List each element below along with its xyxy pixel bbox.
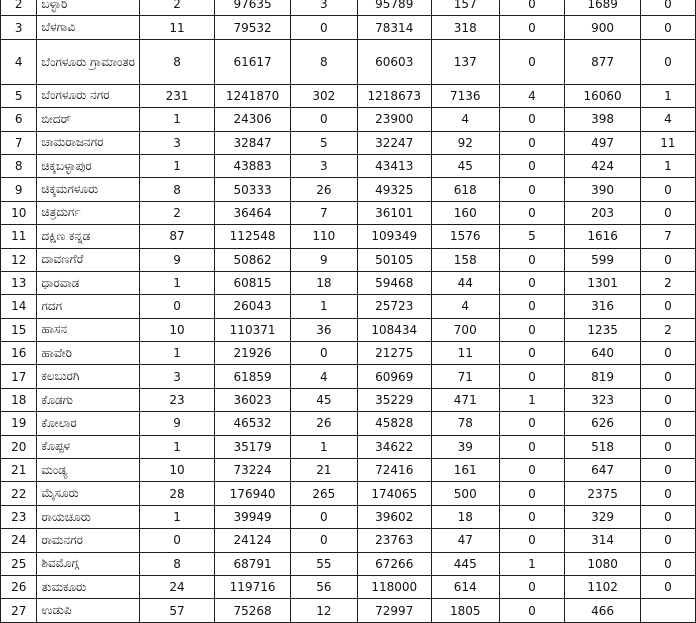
- serial-number-cell: 26: [1, 575, 37, 598]
- value-cell-c6: 4: [499, 84, 565, 107]
- value-cell-c6: 0: [499, 248, 565, 271]
- district-name-cell: ಚಿತ್ರದುರ್ಗ: [37, 201, 140, 224]
- value-cell-c7: 398: [565, 108, 641, 131]
- value-cell-c1: 2: [140, 201, 215, 224]
- value-cell-c6: 0: [499, 154, 565, 177]
- value-cell-c7: 2375: [565, 482, 641, 505]
- value-cell-c2: 60815: [215, 271, 291, 294]
- value-cell-c7: 1102: [565, 575, 641, 598]
- value-cell-c8: 0: [640, 365, 695, 388]
- district-name-cell: ಮೈಸೂರು: [37, 482, 140, 505]
- table-row: [1, 39, 696, 84]
- value-cell-c3: 302: [291, 84, 357, 107]
- value-cell-c3: 12: [291, 599, 357, 622]
- value-cell-c3: 5: [291, 131, 357, 154]
- value-cell-c1: 3: [140, 131, 215, 154]
- value-cell-c1: 2: [140, 0, 215, 16]
- value-cell-c3: 26: [291, 178, 357, 201]
- value-cell-c6: 0: [499, 201, 565, 224]
- serial-number-cell: 19: [1, 412, 37, 435]
- value-cell-c2: 50333: [215, 178, 291, 201]
- value-cell-c2: 1241870: [215, 84, 291, 107]
- serial-number-cell: 16: [1, 342, 37, 365]
- value-cell-c2: 21926: [215, 342, 291, 365]
- value-cell-c2: 112548: [215, 225, 291, 248]
- value-cell-c8: 0: [640, 39, 695, 84]
- value-cell-c2: 75268: [215, 599, 291, 622]
- district-name-cell: ಧಾರವಾಡ: [37, 271, 140, 294]
- table-row: [1, 435, 696, 458]
- value-cell-c2: 24306: [215, 108, 291, 131]
- district-name-cell: ಚಿಕ್ಕಮಗಳೂರು: [37, 178, 140, 201]
- value-cell-c4: 34622: [357, 435, 431, 458]
- value-cell-c1: 1: [140, 154, 215, 177]
- value-cell-c6: 0: [499, 599, 565, 622]
- serial-number-cell: 5: [1, 84, 37, 107]
- value-cell-c8: 0: [640, 0, 695, 16]
- value-cell-c4: 25723: [357, 295, 431, 318]
- value-cell-c1: 0: [140, 295, 215, 318]
- value-cell-c7: 819: [565, 365, 641, 388]
- table-row: [1, 552, 696, 575]
- value-cell-c2: 68791: [215, 552, 291, 575]
- value-cell-c3: 8: [291, 39, 357, 84]
- value-cell-c1: 8: [140, 552, 215, 575]
- table-row: [1, 505, 696, 528]
- district-name-cell: ಬೆಂಗಳೂರು ನಗರ: [37, 84, 140, 107]
- value-cell-c4: 108434: [357, 318, 431, 341]
- value-cell-c5: 78: [431, 412, 499, 435]
- serial-number-cell: 20: [1, 435, 37, 458]
- value-cell-c7: 466: [565, 599, 641, 622]
- serial-number-cell: 15: [1, 318, 37, 341]
- value-cell-c5: 4: [431, 108, 499, 131]
- value-cell-c1: 11: [140, 16, 215, 39]
- value-cell-c5: 318: [431, 16, 499, 39]
- value-cell-c2: 26043: [215, 295, 291, 318]
- value-cell-c6: 0: [499, 505, 565, 528]
- value-cell-c2: 110371: [215, 318, 291, 341]
- value-cell-c3: 0: [291, 342, 357, 365]
- table-row: [1, 84, 696, 107]
- value-cell-c8: 2: [640, 318, 695, 341]
- serial-number-cell: 22: [1, 482, 37, 505]
- value-cell-c6: 0: [499, 39, 565, 84]
- value-cell-c2: 35179: [215, 435, 291, 458]
- value-cell-c4: 23900: [357, 108, 431, 131]
- table-row: [1, 575, 696, 598]
- value-cell-c7: 1080: [565, 552, 641, 575]
- value-cell-c5: 47: [431, 529, 499, 552]
- district-name-cell: ಕೋಲಾರ: [37, 412, 140, 435]
- district-name-cell: ಹಾಸನ: [37, 318, 140, 341]
- value-cell-c3: 1: [291, 295, 357, 318]
- table-row: [1, 459, 696, 482]
- value-cell-c6: 1: [499, 388, 565, 411]
- value-cell-c3: 4: [291, 365, 357, 388]
- value-cell-c1: 10: [140, 459, 215, 482]
- district-name-cell: ಕೊಪ್ಪಳ: [37, 435, 140, 458]
- table-row: [1, 295, 696, 318]
- table-row: [1, 108, 696, 131]
- value-cell-c4: 39602: [357, 505, 431, 528]
- value-cell-c5: 39: [431, 435, 499, 458]
- value-cell-c5: 1805: [431, 599, 499, 622]
- value-cell-c1: 24: [140, 575, 215, 598]
- table-row: [1, 388, 696, 411]
- value-cell-c4: 50105: [357, 248, 431, 271]
- value-cell-c5: 11: [431, 342, 499, 365]
- value-cell-c1: 1: [140, 342, 215, 365]
- table-row: [1, 529, 696, 552]
- table-row: [1, 342, 696, 365]
- value-cell-c5: 92: [431, 131, 499, 154]
- serial-number-cell: 9: [1, 178, 37, 201]
- value-cell-c6: 0: [499, 131, 565, 154]
- value-cell-c2: 32847: [215, 131, 291, 154]
- value-cell-c7: 900: [565, 16, 641, 39]
- value-cell-c5: 618: [431, 178, 499, 201]
- value-cell-c7: 16060: [565, 84, 641, 107]
- district-name-cell: ದಾವಣಗೆರೆ: [37, 248, 140, 271]
- value-cell-c4: 109349: [357, 225, 431, 248]
- serial-number-cell: 10: [1, 201, 37, 224]
- value-cell-c4: 43413: [357, 154, 431, 177]
- value-cell-c3: 55: [291, 552, 357, 575]
- value-cell-c6: 0: [499, 271, 565, 294]
- table-row: [1, 0, 696, 16]
- value-cell-c7: 314: [565, 529, 641, 552]
- value-cell-c4: 72997: [357, 599, 431, 622]
- value-cell-c4: 67266: [357, 552, 431, 575]
- value-cell-c5: 160: [431, 201, 499, 224]
- value-cell-c5: 7136: [431, 84, 499, 107]
- value-cell-c3: 0: [291, 16, 357, 39]
- serial-number-cell: 23: [1, 505, 37, 528]
- serial-number-cell: 25: [1, 552, 37, 575]
- serial-number-cell: 17: [1, 365, 37, 388]
- value-cell-c1: 9: [140, 248, 215, 271]
- value-cell-c6: 0: [499, 295, 565, 318]
- value-cell-c4: 49325: [357, 178, 431, 201]
- value-cell-c2: 39949: [215, 505, 291, 528]
- value-cell-c5: 614: [431, 575, 499, 598]
- value-cell-c5: 18: [431, 505, 499, 528]
- value-cell-c1: 1: [140, 435, 215, 458]
- value-cell-c3: 265: [291, 482, 357, 505]
- value-cell-c2: 97635: [215, 0, 291, 16]
- table-row: [1, 16, 696, 39]
- value-cell-c7: 626: [565, 412, 641, 435]
- value-cell-c1: 231: [140, 84, 215, 107]
- serial-number-cell: 2: [1, 0, 37, 16]
- table-row: [1, 225, 696, 248]
- district-name-cell: ರಾಮನಗರ: [37, 529, 140, 552]
- serial-number-cell: 3: [1, 16, 37, 39]
- value-cell-c7: 329: [565, 505, 641, 528]
- serial-number-cell: 24: [1, 529, 37, 552]
- value-cell-c6: 0: [499, 108, 565, 131]
- district-name-cell: ಚಾಮರಾಜನಗರ: [37, 131, 140, 154]
- value-cell-c7: 1301: [565, 271, 641, 294]
- district-name-cell: ಕಲಬುರಗಿ: [37, 365, 140, 388]
- value-cell-c2: 36464: [215, 201, 291, 224]
- value-cell-c1: 8: [140, 178, 215, 201]
- value-cell-c2: 73224: [215, 459, 291, 482]
- value-cell-c8: 0: [640, 342, 695, 365]
- serial-number-cell: 6: [1, 108, 37, 131]
- value-cell-c2: 61859: [215, 365, 291, 388]
- value-cell-c3: 18: [291, 271, 357, 294]
- district-name-cell: ಬೆಂಗಳೂರು ಗ್ರಾಮಾಂತರ: [37, 39, 140, 84]
- value-cell-c8: 0: [640, 412, 695, 435]
- value-cell-c8: 0: [640, 459, 695, 482]
- value-cell-c6: 0: [499, 178, 565, 201]
- value-cell-c6: 5: [499, 225, 565, 248]
- district-name-cell: ದಕ್ಷಿಣ ಕನ್ನಡ: [37, 225, 140, 248]
- value-cell-c2: 61617: [215, 39, 291, 84]
- table-row: [1, 131, 696, 154]
- value-cell-c2: 119716: [215, 575, 291, 598]
- district-name-cell: ಚಿಕ್ಕಬಳ್ಳಾಪುರ: [37, 154, 140, 177]
- value-cell-c3: 26: [291, 412, 357, 435]
- value-cell-c7: 1235: [565, 318, 641, 341]
- value-cell-c3: 0: [291, 529, 357, 552]
- serial-number-cell: 14: [1, 295, 37, 318]
- value-cell-c3: 21: [291, 459, 357, 482]
- value-cell-c7: 424: [565, 154, 641, 177]
- value-cell-c2: 43883: [215, 154, 291, 177]
- table-row: [1, 599, 696, 622]
- table-row: [1, 482, 696, 505]
- value-cell-c5: 44: [431, 271, 499, 294]
- table-body: [1, 0, 696, 622]
- value-cell-c7: 203: [565, 201, 641, 224]
- table-row: [1, 201, 696, 224]
- value-cell-c3: 0: [291, 505, 357, 528]
- value-cell-c8: [640, 599, 695, 622]
- value-cell-c7: 640: [565, 342, 641, 365]
- value-cell-c4: 59468: [357, 271, 431, 294]
- value-cell-c7: 599: [565, 248, 641, 271]
- value-cell-c3: 9: [291, 248, 357, 271]
- value-cell-c7: 877: [565, 39, 641, 84]
- value-cell-c8: 0: [640, 16, 695, 39]
- table-row: [1, 365, 696, 388]
- value-cell-c5: 137: [431, 39, 499, 84]
- value-cell-c8: 1: [640, 84, 695, 107]
- value-cell-c8: 11: [640, 131, 695, 154]
- value-cell-c8: 0: [640, 575, 695, 598]
- value-cell-c2: 79532: [215, 16, 291, 39]
- value-cell-c6: 0: [499, 529, 565, 552]
- serial-number-cell: 4: [1, 39, 37, 84]
- value-cell-c3: 3: [291, 0, 357, 16]
- serial-number-cell: 27: [1, 599, 37, 622]
- value-cell-c5: 500: [431, 482, 499, 505]
- district-name-cell: ಬಳ್ಳಾರಿ: [37, 0, 140, 16]
- value-cell-c6: 0: [499, 575, 565, 598]
- district-name-cell: ಬೆಳಗಾವಿ: [37, 16, 140, 39]
- value-cell-c2: 50862: [215, 248, 291, 271]
- value-cell-c4: 1218673: [357, 84, 431, 107]
- value-cell-c8: 0: [640, 552, 695, 575]
- serial-number-cell: 7: [1, 131, 37, 154]
- value-cell-c1: 87: [140, 225, 215, 248]
- value-cell-c3: 7: [291, 201, 357, 224]
- value-cell-c8: 0: [640, 248, 695, 271]
- value-cell-c6: 0: [499, 412, 565, 435]
- value-cell-c7: 497: [565, 131, 641, 154]
- value-cell-c2: 46532: [215, 412, 291, 435]
- serial-number-cell: 8: [1, 154, 37, 177]
- table-row: [1, 248, 696, 271]
- value-cell-c5: 1576: [431, 225, 499, 248]
- value-cell-c3: 0: [291, 108, 357, 131]
- value-cell-c6: 0: [499, 435, 565, 458]
- district-name-cell: ಹಾವೇರಿ: [37, 342, 140, 365]
- value-cell-c6: 1: [499, 552, 565, 575]
- value-cell-c4: 23763: [357, 529, 431, 552]
- serial-number-cell: 12: [1, 248, 37, 271]
- value-cell-c5: 71: [431, 365, 499, 388]
- value-cell-c5: 45: [431, 154, 499, 177]
- value-cell-c6: 0: [499, 459, 565, 482]
- value-cell-c8: 0: [640, 178, 695, 201]
- value-cell-c8: 0: [640, 295, 695, 318]
- value-cell-c5: 157: [431, 0, 499, 16]
- value-cell-c5: 700: [431, 318, 499, 341]
- table-row: [1, 178, 696, 201]
- value-cell-c6: 0: [499, 318, 565, 341]
- value-cell-c1: 8: [140, 39, 215, 84]
- value-cell-c7: 1616: [565, 225, 641, 248]
- value-cell-c3: 110: [291, 225, 357, 248]
- value-cell-c1: 0: [140, 529, 215, 552]
- value-cell-c3: 56: [291, 575, 357, 598]
- value-cell-c8: 4: [640, 108, 695, 131]
- value-cell-c6: 0: [499, 365, 565, 388]
- value-cell-c5: 445: [431, 552, 499, 575]
- value-cell-c4: 45828: [357, 412, 431, 435]
- value-cell-c4: 36101: [357, 201, 431, 224]
- value-cell-c8: 0: [640, 529, 695, 552]
- value-cell-c1: 10: [140, 318, 215, 341]
- value-cell-c8: 0: [640, 201, 695, 224]
- district-name-cell: ಉಡುಪಿ: [37, 599, 140, 622]
- district-name-cell: ರಾಯಚೂರು: [37, 505, 140, 528]
- value-cell-c4: 174065: [357, 482, 431, 505]
- value-cell-c2: 36023: [215, 388, 291, 411]
- value-cell-c8: 7: [640, 225, 695, 248]
- value-cell-c4: 72416: [357, 459, 431, 482]
- value-cell-c4: 78314: [357, 16, 431, 39]
- value-cell-c4: 35229: [357, 388, 431, 411]
- value-cell-c8: 0: [640, 482, 695, 505]
- serial-number-cell: 18: [1, 388, 37, 411]
- value-cell-c6: 0: [499, 342, 565, 365]
- value-cell-c4: 95789: [357, 0, 431, 16]
- value-cell-c7: 323: [565, 388, 641, 411]
- serial-number-cell: 11: [1, 225, 37, 248]
- district-name-cell: ಗದಗ: [37, 295, 140, 318]
- value-cell-c4: 32247: [357, 131, 431, 154]
- value-cell-c3: 3: [291, 154, 357, 177]
- value-cell-c6: 0: [499, 16, 565, 39]
- district-name-cell: ಬೀದರ್: [37, 108, 140, 131]
- value-cell-c8: 0: [640, 388, 695, 411]
- value-cell-c3: 36: [291, 318, 357, 341]
- value-cell-c4: 60969: [357, 365, 431, 388]
- value-cell-c1: 1: [140, 505, 215, 528]
- value-cell-c4: 60603: [357, 39, 431, 84]
- value-cell-c5: 471: [431, 388, 499, 411]
- value-cell-c7: 518: [565, 435, 641, 458]
- serial-number-cell: 21: [1, 459, 37, 482]
- value-cell-c3: 1: [291, 435, 357, 458]
- district-name-cell: ತುಮಕೂರು: [37, 575, 140, 598]
- table-row: [1, 412, 696, 435]
- value-cell-c7: 1689: [565, 0, 641, 16]
- value-cell-c1: 1: [140, 108, 215, 131]
- value-cell-c8: 0: [640, 435, 695, 458]
- value-cell-c8: 2: [640, 271, 695, 294]
- value-cell-c1: 9: [140, 412, 215, 435]
- district-name-cell: ಮಂಡ್ಯ: [37, 459, 140, 482]
- table-row: [1, 271, 696, 294]
- value-cell-c7: 316: [565, 295, 641, 318]
- table-row: [1, 318, 696, 341]
- district-name-cell: ಕೊಡಗು: [37, 388, 140, 411]
- value-cell-c8: 1: [640, 154, 695, 177]
- value-cell-c4: 118000: [357, 575, 431, 598]
- value-cell-c5: 158: [431, 248, 499, 271]
- value-cell-c2: 24124: [215, 529, 291, 552]
- district-name-cell: ಶಿವಮೊಗ್ಗ: [37, 552, 140, 575]
- table-row: [1, 154, 696, 177]
- value-cell-c2: 176940: [215, 482, 291, 505]
- value-cell-c6: 0: [499, 0, 565, 16]
- value-cell-c1: 1: [140, 271, 215, 294]
- value-cell-c1: 28: [140, 482, 215, 505]
- value-cell-c5: 161: [431, 459, 499, 482]
- value-cell-c8: 0: [640, 505, 695, 528]
- value-cell-c5: 4: [431, 295, 499, 318]
- value-cell-c1: 23: [140, 388, 215, 411]
- value-cell-c6: 0: [499, 482, 565, 505]
- value-cell-c4: 21275: [357, 342, 431, 365]
- value-cell-c3: 45: [291, 388, 357, 411]
- value-cell-c7: 390: [565, 178, 641, 201]
- value-cell-c1: 57: [140, 599, 215, 622]
- serial-number-cell: 13: [1, 271, 37, 294]
- value-cell-c1: 3: [140, 365, 215, 388]
- value-cell-c7: 647: [565, 459, 641, 482]
